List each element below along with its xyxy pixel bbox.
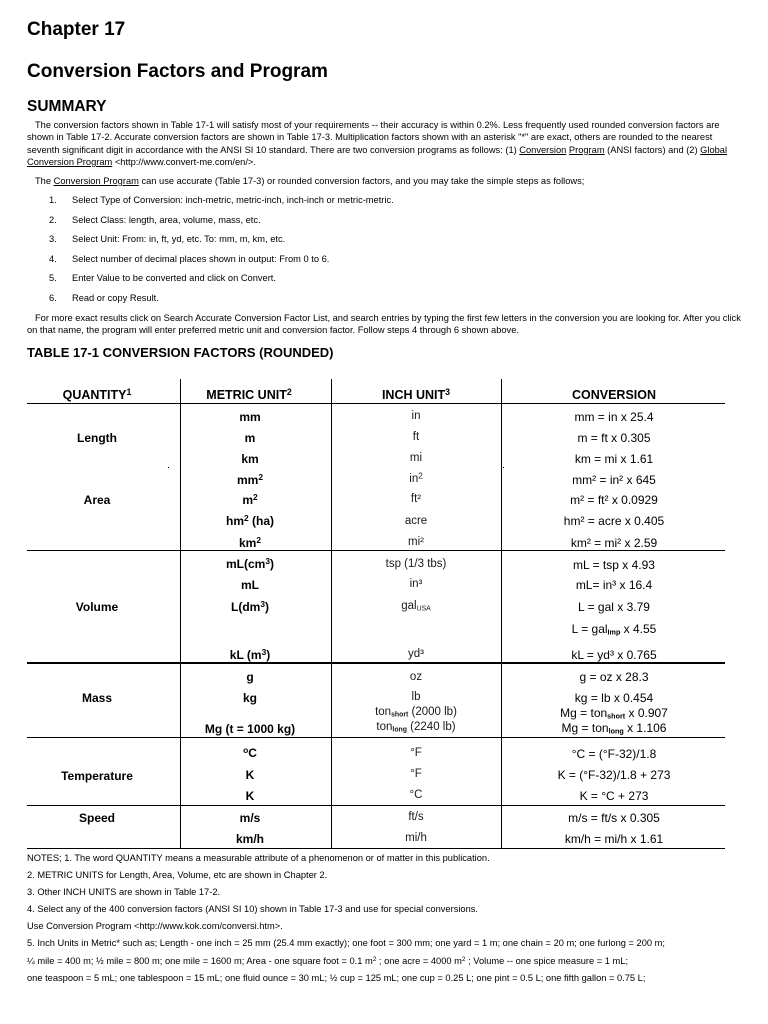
summary-paragraph-1: The conversion factors shown in Table 17-1 will satisfy most of your requirements -- their accuracy is within 0.2%. Less frequently used rounded conversion factors are shown in Table 17-2. Accurate conversion factors are shown in Table 17-3. Multiplication factors shown with an asterisk "*" are exact, others are rounded to the nearest seventh significant digit in accordance with the ANSI SI 10 standard. There are two conversion programs as follows: (1) Conversion Program (ANSI factors) and (2) Global Conversion Program <http://www.convert-me.com/en/>. — [27, 120, 728, 167]
header-inch-unit: INCH UNIT$^3$ — [381, 387, 451, 402]
table-rule — [27, 805, 725, 806]
inch-unit-cell: mi/h — [405, 832, 427, 844]
conversion-cell: m/s = ft/s x 0.305 — [568, 811, 660, 825]
metric-unit-cell: m — [244, 431, 256, 445]
conversion-cell: m = ft x 0.305 — [577, 431, 651, 445]
conversion-cell: mL= in³ x 16.4 — [575, 578, 653, 592]
conversion-program-link-2[interactable]: Conversion Program — [53, 176, 139, 186]
quantity-temperature: Temperature — [61, 769, 133, 783]
conversion-cell: g = oz x 28.3 — [579, 670, 649, 684]
conversion-cell: mm² = in² x 645 — [572, 473, 656, 487]
conversion-cell: m² = ft² x 0.0929 — [570, 493, 658, 507]
note-5-cont-2: one teaspoon = 5 mL; one tablespoon = 15 mL; one fluid ounce = 30 mL; ½ cup = 125 mL; one cup = 0.25 L; one pint = 0.5 L; one fifth gallon = 0.75 L; — [27, 973, 646, 983]
inch-unit-cell: in — [411, 410, 421, 422]
inch-unit-cell: ft/s — [408, 811, 424, 823]
conversion-cell: km² = mi² x 2.59 — [570, 536, 658, 550]
table-rule — [27, 403, 725, 404]
note-1: NOTES; 1. The word QUANTITY means a measurable attribute of a phenomenon or of matter in this publication. — [27, 853, 490, 863]
step-item: 6. Read or copy Result. — [49, 293, 159, 303]
inch-unit-cell: ft² — [410, 493, 422, 505]
metric-unit-cell: kg — [242, 691, 258, 705]
inch-unit-cell: acre — [404, 515, 428, 527]
note-5-cont: ¼ mile = 400 m; ½ mile = 800 m; one mile = 1600 m; Area - one square foot = 0.1 $m^2$ ; one acre = 4000 $m^2$ ; Volume -- one spice measure = 1 mL; — [27, 956, 629, 966]
metric-unit-cell: $hm^2$ (ha) — [225, 513, 275, 528]
note-4: 4. Select any of the 400 conversion factors (ANSI SI 10) shown in Table 17-3 and use for special conversions. — [27, 904, 478, 914]
global-conversion-program-link[interactable]: Global Conversion Program — [27, 144, 728, 167]
inch-unit-cell: ton$_{short}$ (2000 lb) — [375, 706, 457, 719]
inch-unit-cell: yd³ — [408, 648, 424, 660]
conversion-cell: km/h = mi/h x 1.61 — [564, 832, 664, 846]
page-title: Conversion Factors and Program — [27, 61, 328, 82]
metric-unit-cell: km — [241, 452, 259, 466]
summary-paragraph-3: For more exact results click on Search Accurate Conversion Factor List, and search entries by typing the first few letters in the conversion you are looking for. After you click on that name, the program will enter preferred metric unit and conversion factor. Follow steps 4 through 6 shown above. — [27, 313, 741, 336]
inch-unit-cell: mi² — [408, 536, 424, 548]
metric-unit-cell: Mg (t = 1000 kg) — [204, 722, 296, 736]
quantity-length: Length — [77, 431, 117, 445]
header-quantity: QUANTITY$^1$ — [62, 387, 132, 402]
metric-unit-cell: g — [246, 670, 254, 684]
inch-unit-cell: °F — [410, 768, 422, 780]
table-rule — [27, 737, 725, 738]
header-conversion: CONVERSION — [571, 388, 657, 402]
note-3: 3. Other INCH UNITS are shown in Table 17-2. — [27, 887, 221, 897]
inch-unit-cell: ton$_{long}$ (2240 lb) — [376, 721, 456, 734]
inch-unit-cell: tsp (1/3 tbs) — [385, 558, 447, 570]
conversion-cell: kL = yd³ x 0.765 — [571, 648, 657, 662]
conversion-cell: hm² = acre x 0.405 — [563, 514, 665, 528]
conversion-cell: L = gal x 3.79 — [578, 600, 650, 614]
quantity-speed: Speed — [78, 811, 116, 825]
inch-unit-cell: gal$_{USA}$ — [401, 600, 431, 613]
step-item: 5. Enter Value to be converted and click on Convert. — [49, 273, 276, 283]
inch-unit-cell: oz — [409, 671, 423, 683]
note-4-link: Use Conversion Program <http://www.kok.com/conversi.htm>. — [27, 921, 283, 931]
metric-unit-cell: mL — [241, 578, 259, 592]
metric-unit-cell: $mL(cm^3)$ — [225, 556, 275, 571]
inch-unit-cell: $in^2$ — [409, 471, 423, 485]
metric-unit-cell: m/s — [239, 811, 261, 825]
conversion-cell: mm = in x 25.4 — [574, 410, 654, 424]
inch-unit-cell: mi — [409, 452, 423, 464]
conversion-program-link-cont[interactable]: Program — [568, 144, 605, 155]
metric-unit-cell: $^o$C — [243, 745, 257, 760]
step-item: 1. Select Type of Conversion: inch-metric, metric-inch, inch-inch or metric-metric. — [49, 195, 394, 205]
note-5: 5. Inch Units in Metric* such as; Length - one inch = 25 mm (25.4 mm exactly); one foot = 300 mm; one yard = 1 m; one chain = 20 m; one furlong = 200 m; — [27, 938, 665, 948]
conversion-cell: km = mi x 1.61 — [574, 452, 654, 466]
metric-unit-cell: km/h — [235, 832, 265, 846]
metric-unit-cell: K — [245, 789, 255, 803]
summary-paragraph-2: The Conversion Program can use accurate (Table 17-3) or rounded conversion factors, and you may take the simple steps as follows; — [35, 176, 585, 186]
conversion-cell: L = gal$_{Imp}$ x 4.55 — [571, 622, 657, 637]
inch-unit-cell: °C — [409, 789, 423, 801]
metric-unit-cell: $mm^2$ — [236, 472, 264, 487]
table-divider — [180, 379, 181, 848]
table-divider — [331, 379, 332, 848]
quantity-mass: Mass — [81, 691, 113, 705]
conversion-cell: K = (°F-32)/1.8 + 273 — [557, 768, 671, 782]
inch-unit-cell: ft — [412, 431, 420, 443]
note-2: 2. METRIC UNITS for Length, Area, Volume, etc are shown in Chapter 2. — [27, 870, 328, 880]
inch-unit-cell: lb — [411, 691, 421, 703]
step-item: 4. Select number of decimal places shown in output: From 0 to 6. — [49, 254, 330, 264]
metric-unit-cell: $L(dm^3)$ — [231, 599, 269, 614]
table-rule — [27, 848, 725, 849]
table-title: TABLE 17-1 CONVERSION FACTORS (ROUNDED) — [27, 345, 334, 360]
conversion-program-link[interactable]: Conversion — [519, 144, 567, 155]
quantity-volume: Volume — [75, 600, 119, 614]
metric-unit-cell: kL $(m^3)$ — [229, 647, 271, 662]
header-metric-unit: METRIC UNIT$^2$ — [206, 387, 292, 402]
table-divider — [501, 379, 502, 848]
conversion-cell: K = °C + 273 — [579, 789, 649, 803]
inch-unit-cell: in³ — [409, 578, 423, 590]
metric-unit-cell: mm — [239, 410, 261, 424]
conversion-cell: kg = lb x 0.454 — [574, 691, 654, 705]
step-item: 2. Select Class: length, area, volume, mass, etc. — [49, 215, 261, 225]
conversion-cell: mL = tsp x 4.93 — [573, 558, 655, 572]
summary-heading: SUMMARY — [27, 98, 107, 115]
chapter-label: Chapter 17 — [27, 19, 126, 40]
metric-unit-cell: $m^2$ — [242, 492, 258, 507]
table-rule — [27, 550, 725, 551]
step-item: 3. Select Unit: From: in, ft, yd, etc. To: mm, m, km, etc. — [49, 234, 286, 244]
conversion-cell: Mg = ton$_{short}$ x 0.907 — [560, 706, 668, 721]
conversion-cell: °C = (°F-32)/1.8 — [571, 747, 657, 761]
metric-unit-cell: K — [245, 768, 255, 782]
conversion-cell: Mg = ton$_{long}$ x 1.106 — [561, 721, 667, 736]
inch-unit-cell: °F — [410, 747, 422, 759]
table-rule — [27, 662, 725, 664]
metric-unit-cell: $km^2$ — [238, 535, 262, 550]
quantity-area: Area — [83, 493, 111, 507]
